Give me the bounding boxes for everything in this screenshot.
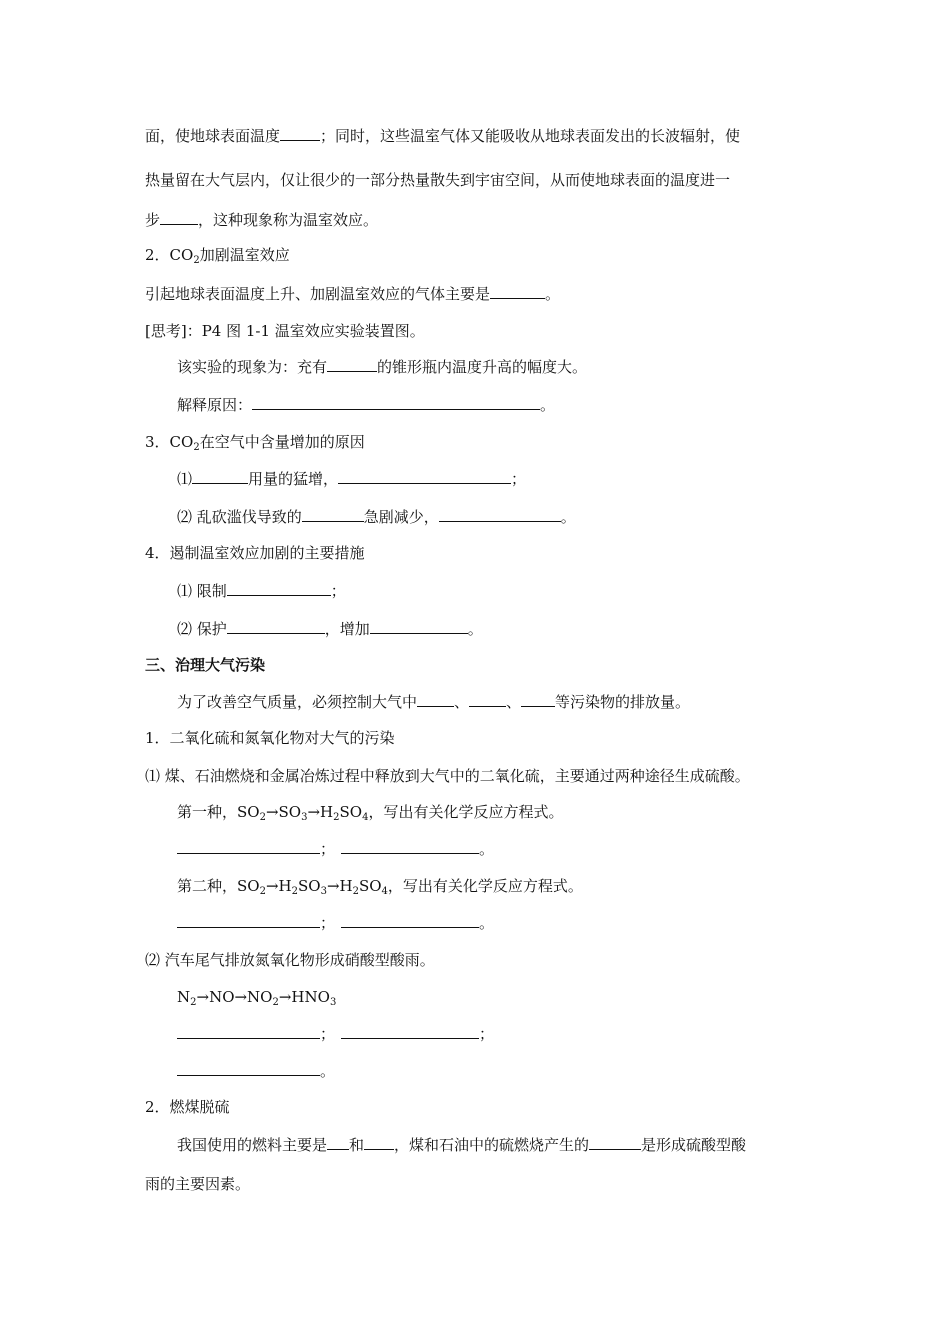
subscript: 4 [362, 812, 369, 823]
subscript: 2 [190, 997, 197, 1008]
text: 4．遏制温室效应加剧的主要措施 [145, 544, 365, 562]
text: →SO [265, 803, 302, 821]
text: 。 [467, 620, 483, 638]
answer-blank[interactable] [364, 1135, 394, 1150]
text: 第一种，SO [177, 803, 260, 821]
paragraph-line [145, 210, 378, 230]
answer-blank[interactable] [302, 507, 364, 522]
answer-blank[interactable] [439, 507, 561, 522]
text: 雨的主要因素。 [145, 1175, 251, 1193]
text: 和 [349, 1136, 365, 1154]
paragraph-line [177, 357, 587, 377]
answer-blank[interactable] [370, 619, 468, 634]
answer-blank[interactable] [341, 913, 479, 928]
subscript: 2 [193, 442, 200, 453]
subscript: 3 [329, 997, 337, 1008]
subscript: 2 [333, 812, 340, 823]
text: ⑵ 乱砍滥伐导致的 [177, 508, 302, 526]
text: 2．CO [145, 246, 194, 264]
section-heading-3 [145, 432, 365, 452]
paragraph-line [177, 1135, 746, 1155]
paragraph-line [177, 619, 483, 639]
text: 3．CO [145, 433, 194, 451]
text: 。 [479, 914, 495, 932]
subscript: 2 [352, 886, 359, 897]
paragraph-line [177, 395, 555, 415]
paragraph-line [177, 692, 690, 712]
text: N [177, 988, 191, 1006]
equation-chain [177, 802, 563, 822]
answer-blank[interactable] [589, 1135, 641, 1150]
text: 急剧减少， [363, 508, 439, 526]
text: →HNO [278, 988, 330, 1006]
paragraph-line [177, 581, 346, 601]
text: 我国使用的燃料主要是 [177, 1136, 328, 1154]
text: 该实验的现象为：充有 [177, 358, 328, 376]
text: 为了改善空气质量，必须控制大气中 [177, 693, 418, 711]
text: 。 [545, 285, 561, 303]
text: ⑴ 限制 [177, 582, 227, 600]
text: 。 [479, 840, 495, 858]
text: SO [297, 877, 321, 895]
text: 2．燃煤脱硫 [145, 1098, 230, 1116]
answer-line [177, 1061, 335, 1081]
answer-blank[interactable] [327, 357, 377, 372]
equation-chain [177, 876, 583, 896]
text: ，增加 [324, 620, 370, 638]
answer-blank[interactable] [177, 913, 320, 928]
answer-blank[interactable] [252, 395, 540, 410]
equation-chain [177, 987, 336, 1007]
answer-blank[interactable] [521, 692, 555, 707]
text: →H [307, 803, 334, 821]
subscript: 2 [291, 886, 298, 897]
text: SO [339, 803, 363, 821]
text: ⑴ 煤、石油燃烧和金属冶炼过程中释放到大气中的二氧化硫，主要通过两种途径生成硫酸。 [145, 767, 750, 785]
paragraph-line [145, 1174, 250, 1194]
paragraph-line [177, 469, 526, 489]
text: ，写出有关化学反应方程式。 [368, 803, 564, 821]
paragraph-line [145, 126, 740, 146]
answer-blank[interactable] [227, 581, 331, 596]
text: ，这种现象称为温室效应。 [198, 211, 379, 229]
section-heading-4 [145, 543, 365, 563]
text: 是形成硫酸型酸 [641, 1136, 747, 1154]
text: ⑴ [177, 470, 193, 488]
text: ，煤和石油中的硫燃烧产生的 [394, 1136, 590, 1154]
answer-line [177, 913, 494, 933]
text: 面，使地球表面温度 [145, 127, 281, 145]
text: 在空气中含量增加的原因 [199, 433, 365, 451]
answer-blank[interactable] [490, 284, 545, 299]
text: 步 [145, 211, 161, 229]
text: 用量的猛增， [248, 470, 339, 488]
answer-blank[interactable] [192, 469, 248, 484]
paragraph-line [177, 507, 576, 527]
think-prompt [145, 321, 425, 341]
subscript: 2 [259, 886, 266, 897]
text: ； [320, 914, 336, 932]
answer-blank[interactable] [227, 619, 325, 634]
paragraph-line [145, 284, 560, 304]
text: 。 [540, 396, 556, 414]
text: ⑵ 汽车尾气排放氮氧化物形成硝酸型酸雨。 [145, 951, 435, 969]
answer-blank[interactable] [177, 1024, 320, 1039]
text: SO [358, 877, 382, 895]
text: →H [265, 877, 292, 895]
text: ； [479, 1025, 495, 1043]
paragraph-line [145, 170, 730, 190]
answer-blank[interactable] [341, 1024, 479, 1039]
subsection-heading [145, 728, 395, 748]
paragraph-line [145, 950, 435, 970]
answer-line [177, 839, 494, 859]
subscript: 2 [259, 812, 266, 823]
subscript: 4 [381, 886, 388, 897]
subsection-heading [145, 1097, 230, 1117]
text: 加剧温室效应 [199, 246, 290, 264]
text: 1．二氧化硫和氮氧化物对大气的污染 [145, 729, 395, 747]
text: →H [326, 877, 353, 895]
text: ，写出有关化学反应方程式。 [387, 877, 583, 895]
text: 。 [560, 508, 576, 526]
answer-blank[interactable] [160, 210, 198, 225]
text: →NO→NO [196, 988, 273, 1006]
section-title [145, 655, 265, 675]
text: ； [511, 470, 527, 488]
text: 的锥形瓶内温度升高的幅度大。 [377, 358, 588, 376]
subscript: 2 [193, 255, 200, 266]
text: ； [330, 582, 346, 600]
answer-blank[interactable] [338, 469, 511, 484]
text: 。 [320, 1062, 336, 1080]
answer-blank[interactable] [280, 126, 320, 141]
text: 引起地球表面温度上升、加剧温室效应的气体主要是 [145, 285, 491, 303]
text: 热量留在大气层内，仅让很少的一部分热量散失到宇宙空间，从而使地球表面的温度进一 [145, 171, 731, 189]
section-heading-2 [145, 245, 290, 265]
text: 解释原因： [177, 396, 253, 414]
answer-line [177, 1024, 494, 1044]
answer-blank[interactable] [417, 692, 454, 707]
answer-blank[interactable] [177, 839, 320, 854]
subscript: 3 [320, 886, 327, 897]
answer-blank[interactable] [177, 1061, 320, 1076]
paragraph-line [145, 766, 750, 786]
text: 、 [506, 693, 522, 711]
text: 、 [454, 693, 470, 711]
text: ⑵ 保护 [177, 620, 227, 638]
answer-blank[interactable] [469, 692, 506, 707]
text: 第二种，SO [177, 877, 260, 895]
text: ；同时，这些温室气体又能吸收从地球表面发出的长波辐射，使 [320, 127, 741, 145]
text: [思考]：P4 图 1-1 温室效应实验装置图。 [145, 322, 425, 340]
subscript: 2 [272, 997, 279, 1008]
text: 三、治理大气污染 [145, 656, 266, 674]
subscript: 3 [301, 812, 308, 823]
text: ； [320, 840, 336, 858]
answer-blank[interactable] [327, 1135, 349, 1150]
answer-blank[interactable] [341, 839, 479, 854]
text: 等污染物的排放量。 [555, 693, 691, 711]
text: ； [320, 1025, 336, 1043]
